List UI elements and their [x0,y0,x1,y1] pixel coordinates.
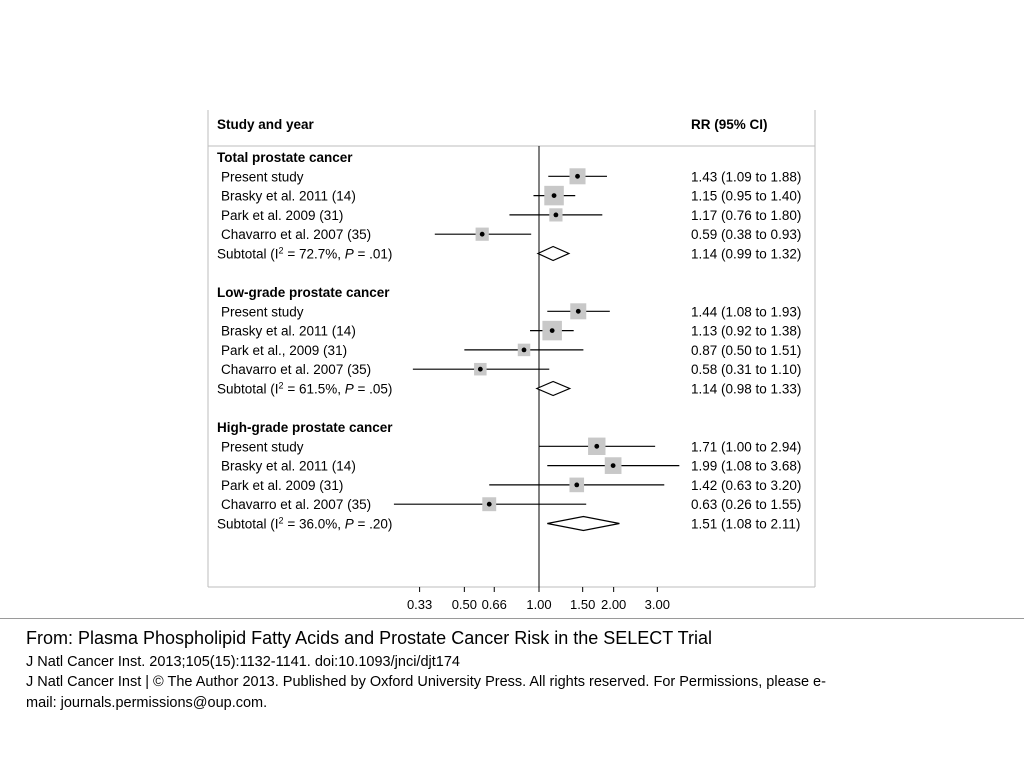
subtotal-label: Subtotal ($I^2 = 72.7\%$, P = .01) [217,245,393,262]
study-rows [217,150,801,532]
point-estimate [554,213,559,218]
point-estimate [594,444,599,449]
point-estimate [575,174,580,179]
study-column-header: Study and year [217,117,314,132]
x-tick-label: 0.33 [406,597,433,612]
x-tick-label: 0.50 [451,597,478,612]
study-label: Brasky et al. 2011 (14) [221,188,356,204]
study-label: Park et al. 2009 (31) [221,477,344,493]
subtotal-diamond [547,517,619,531]
study-estimate: 1.15 (0.95 to 1.40) [691,188,802,204]
subtotal-estimate: 1.14 (0.99 to 1.32) [691,246,802,262]
column-headers [217,117,768,132]
point-estimate [522,348,527,353]
subtotal-label: Subtotal ($I^2 = 36.0\%$, P = .20) [217,515,393,532]
x-tick-label: 1.00 [526,597,552,612]
x-axis [407,587,670,612]
subtotal-estimate: 1.14 (0.98 to 1.33) [691,381,802,397]
point-estimate [574,483,579,488]
study-label: Chavarro et al. 2007 (35) [221,362,372,378]
caption-citation: J Natl Cancer Inst. 2013;105(15):1132-1141. doi:10.1093/jnci/djt174 [26,654,460,670]
point-estimate [478,367,483,372]
study-label: Brasky et al. 2011 (14) [221,458,356,474]
study-estimate: 1.71 (1.00 to 2.94) [691,439,802,455]
x-tick-label: 0.66 [481,597,507,612]
study-label: Present study [221,169,304,185]
x-tick-label: 2.00 [600,597,627,612]
study-label: Chavarro et al. 2007 (35) [221,227,372,243]
study-estimate: 1.43 (1.09 to 1.88) [691,169,802,185]
study-label: Park et al. 2009 (31) [221,207,344,223]
subtotal-diamond [538,247,569,261]
point-estimate [550,328,555,333]
study-estimate: 1.42 (0.63 to 3.20) [691,477,802,493]
point-estimate [480,232,485,237]
caption-title: From: Plasma Phospholipid Fatty Acids and Prostate Cancer Risk in the SELECT Trial [26,628,712,648]
study-estimate: 0.59 (0.38 to 0.93) [691,227,802,243]
study-label: Brasky et al. 2011 (14) [221,323,356,339]
point-estimate [576,309,581,314]
caption-divider [0,618,1024,619]
study-estimate: 0.63 (0.26 to 1.55) [691,497,802,513]
study-estimate: 1.17 (0.76 to 1.80) [691,207,802,223]
study-estimate: 1.13 (0.92 to 1.38) [691,323,802,339]
group-header: High-grade prostate cancer [217,420,393,435]
subtotal-diamond [537,382,570,396]
group-header: Low-grade prostate cancer [217,285,390,300]
x-tick-label: 3.00 [644,597,670,612]
study-estimate: 0.87 (0.50 to 1.51) [691,342,802,358]
study-label: Chavarro et al. 2007 (35) [221,497,372,513]
subtotal-estimate: 1.51 (1.08 to 2.11) [691,516,801,532]
study-estimate: 1.99 (1.08 to 3.68) [691,458,802,474]
point-estimate [611,463,616,468]
study-estimate: 1.44 (1.08 to 1.93) [691,304,802,320]
caption-email: mail: journals.permissions@oup.com. [26,695,268,711]
study-label: Present study [221,439,304,455]
point-estimate [552,193,557,198]
point-estimate [487,502,492,507]
study-label: Park et al., 2009 (31) [221,342,348,358]
caption-copyright: J Natl Cancer Inst | © The Author 2013. Published by Oxford University Press. All rights reserved. For Permissions, please e- [26,674,826,690]
x-tick-label: 1.50 [570,597,596,612]
subtotal-label: Subtotal ($I^2 = 61.5\%$, P = .05) [217,380,393,397]
study-label: Present study [221,304,304,320]
study-estimate: 0.58 (0.31 to 1.10) [691,362,802,378]
rr-column-header: RR (95% CI) [691,117,768,132]
group-header: Total prostate cancer [217,150,353,165]
